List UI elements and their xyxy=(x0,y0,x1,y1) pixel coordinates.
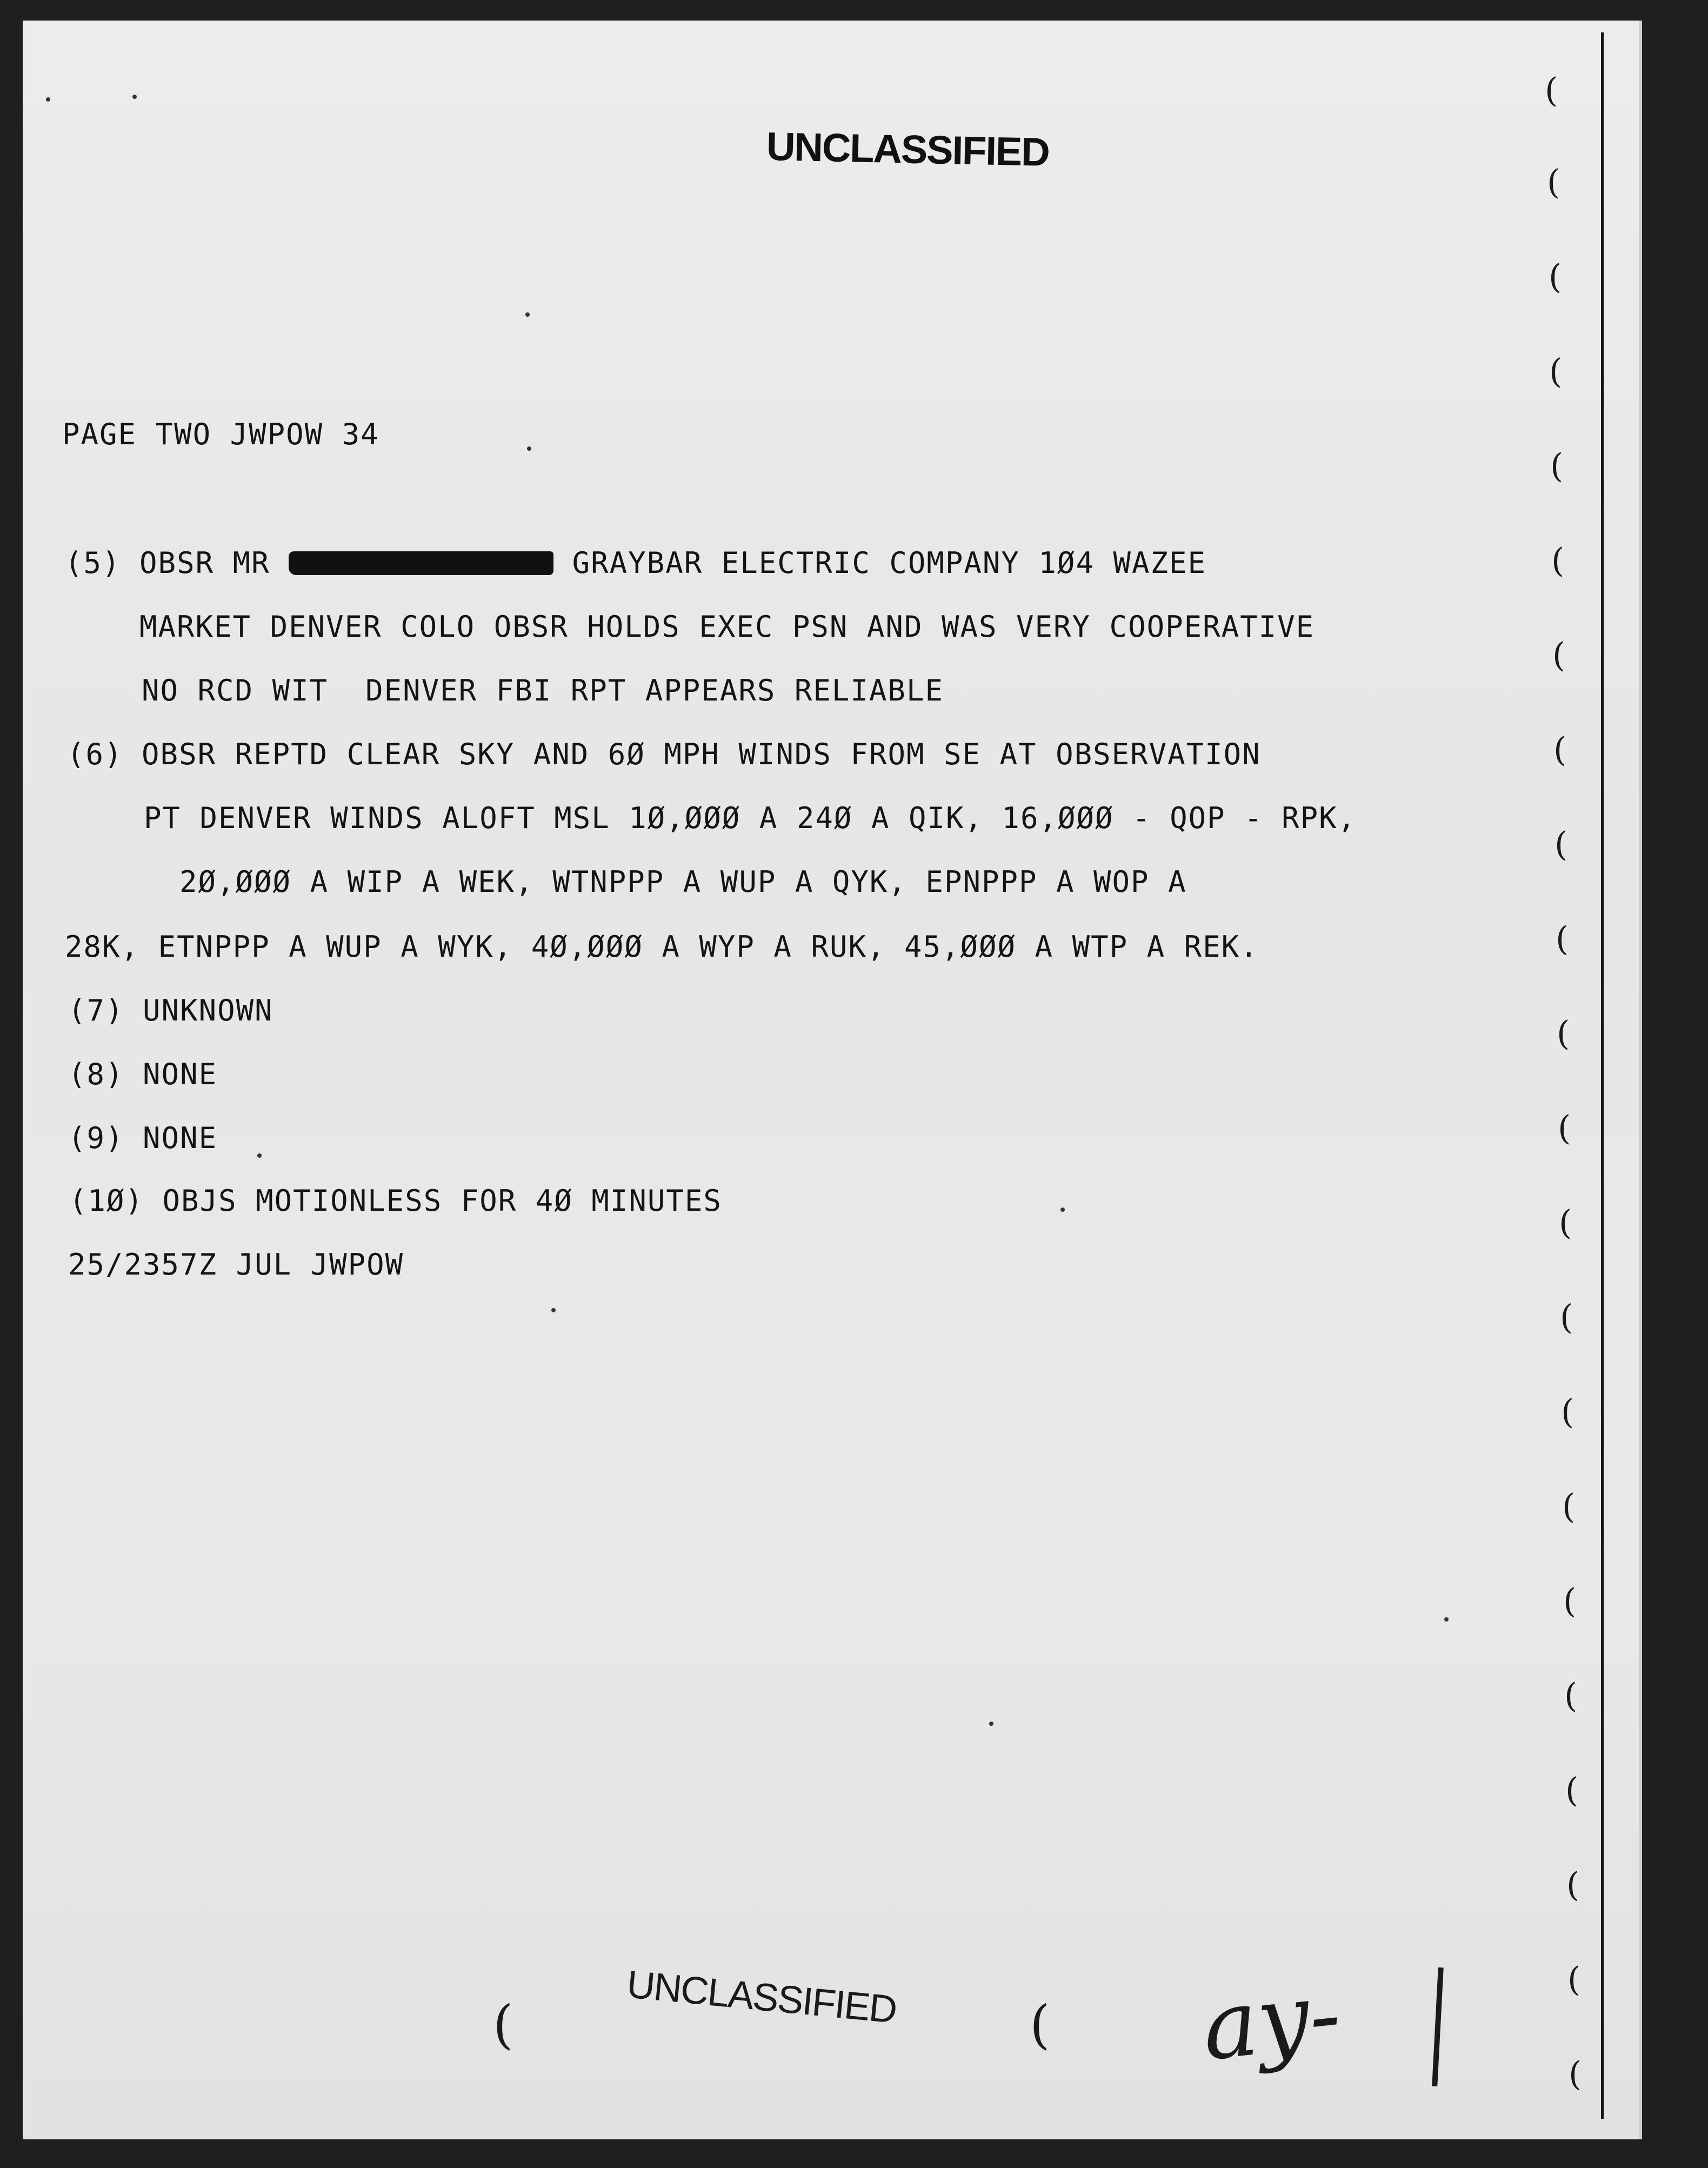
scan-speck xyxy=(527,446,531,451)
text-line-7: 28K, ETNPPP A WUP A WYK, 4Ø,ØØØ A WYP A RUK, 45,ØØØ A WTP A REK. xyxy=(65,930,1259,964)
feed-hole: ( xyxy=(1554,824,1568,864)
text-line-3: NO RCD WIT DENVER FBI RPT APPEARS RELIABLE xyxy=(142,673,944,708)
redaction-bar xyxy=(289,551,553,575)
feed-hole: ( xyxy=(1545,70,1558,110)
feed-hole: ( xyxy=(1561,1392,1574,1431)
feed-hole: ( xyxy=(1565,1770,1579,1810)
feed-hole: ( xyxy=(1547,162,1560,202)
text-line-11: (1Ø) OBJS MOTIONLESS FOR 4Ø MINUTES xyxy=(69,1184,722,1218)
scan-speck xyxy=(1444,1617,1449,1622)
feed-hole: ( xyxy=(1562,1486,1576,1526)
feed-hole: ( xyxy=(1566,1865,1580,1904)
handwritten-note: ay- xyxy=(1197,1960,1346,2082)
text-line-2: MARKET DENVER COLO OBSR HOLDS EXEC PSN AND WAS VERY COOPERATIVE xyxy=(139,610,1315,644)
scan-speck xyxy=(551,1308,556,1312)
scan-speck xyxy=(132,95,137,99)
feed-hole: ( xyxy=(1553,730,1567,769)
feed-hole-bottom-right: ( xyxy=(1030,1994,1050,2055)
feed-hole: ( xyxy=(1550,446,1564,485)
scan-speck xyxy=(46,97,50,102)
feed-hole: ( xyxy=(1551,541,1565,580)
text-line-12: 25/2357Z JUL JWPOW xyxy=(68,1248,404,1282)
page-header: PAGE TWO JWPOW 34 xyxy=(62,417,379,451)
text-line-9: (8) NONE xyxy=(68,1057,218,1091)
classification-stamp-top: UNCLASSIFIED xyxy=(766,124,1050,175)
feed-hole-bottom-left: ( xyxy=(493,1994,513,2055)
feed-hole: ( xyxy=(1552,635,1566,675)
text-line-4: (6) OBSR REPTD CLEAR SKY AND 6Ø MPH WINDS FROM SE AT OBSERVATION xyxy=(67,737,1261,771)
text-line-1 xyxy=(65,546,1206,580)
text-line-5: PT DENVER WINDS ALOFT MSL 1Ø,ØØØ A 24Ø A QIK, 16,ØØØ - QOP - RPK, xyxy=(144,801,1357,835)
scan-speck xyxy=(525,312,530,317)
feed-hole: ( xyxy=(1559,1203,1572,1242)
feed-hole: ( xyxy=(1558,1108,1571,1148)
classification-stamp-bottom: UNCLASSIFIED xyxy=(625,1963,898,2032)
feed-hole: ( xyxy=(1569,2054,1582,2093)
feed-hole: ( xyxy=(1549,351,1563,391)
page-edge xyxy=(1601,32,1604,2119)
feed-hole: ( xyxy=(1564,1676,1578,1715)
scan-speck xyxy=(1060,1208,1065,1212)
feed-hole: ( xyxy=(1567,1959,1581,1999)
document-page xyxy=(23,21,1642,2139)
text-line-10: (9) NONE xyxy=(68,1121,218,1155)
feed-hole: ( xyxy=(1556,919,1569,958)
scan-speck xyxy=(989,1722,993,1726)
feed-hole: ( xyxy=(1563,1581,1577,1620)
text-line-6: 2Ø,ØØØ A WIP A WEK, WTNPPP A WUP A QYK, EPNPPP A WOP A xyxy=(179,865,1187,899)
feed-hole: ( xyxy=(1557,1013,1570,1053)
feed-hole: ( xyxy=(1560,1297,1573,1337)
scan-speck xyxy=(257,1153,262,1158)
text-line-1-suffix: GRAYBAR ELECTRIC COMPANY 1Ø4 WAZEE xyxy=(553,546,1207,580)
text-line-1-prefix: (5) OBSR MR xyxy=(65,546,289,580)
feed-hole: ( xyxy=(1549,257,1562,296)
text-line-8: (7) UNKNOWN xyxy=(68,993,273,1028)
